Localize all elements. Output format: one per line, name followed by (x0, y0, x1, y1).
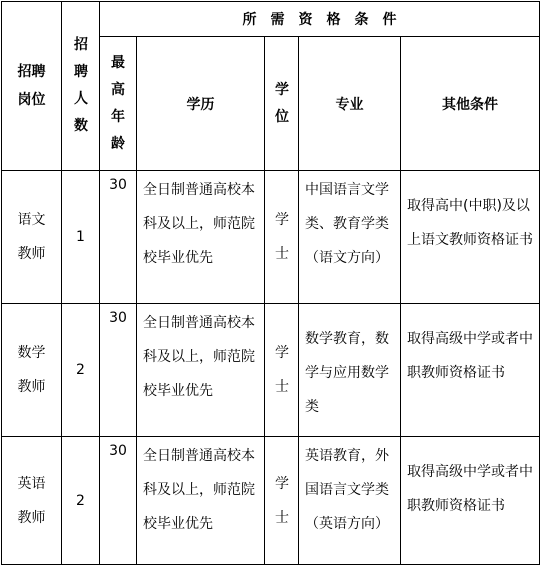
cell-degree: 学士 (265, 171, 299, 304)
cell-degree: 学士 (265, 304, 299, 437)
cell-count: 1 (62, 171, 100, 304)
cell-age: 30 (100, 437, 137, 565)
cell-other: 取得高级中学或者中职教师资格证书 (401, 437, 540, 565)
recruitment-table (1, 1, 540, 565)
cell-education: 全日制普通高校本科及以上，师范院校毕业优先 (137, 304, 265, 437)
cell-major: 中国语言文学类、教育学类（语文方向） (299, 171, 401, 304)
header-major: 专业 (299, 37, 401, 171)
cell-age: 30 (100, 171, 137, 304)
cell-position: 英语教师 (2, 437, 62, 565)
cell-education: 全日制普通高校本科及以上，师范院校毕业优先 (137, 437, 265, 565)
header-qualifications: 所需资格条件 (100, 2, 540, 37)
cell-count: 2 (62, 437, 100, 565)
header-education: 学历 (137, 37, 265, 171)
table-row (2, 304, 540, 437)
cell-position: 数学教师 (2, 304, 62, 437)
header-position: 招聘岗位 (2, 2, 62, 171)
cell-major: 数学教育，数学与应用数学类 (299, 304, 401, 437)
cell-other: 取得高级中学或者中职教师资格证书 (401, 304, 540, 437)
header-age: 最高年龄 (100, 37, 137, 171)
cell-age: 30 (100, 304, 137, 437)
cell-major: 英语教育，外国语言文学类（英语方向） (299, 437, 401, 565)
cell-education: 全日制普通高校本科及以上，师范院校毕业优先 (137, 171, 265, 304)
header-other: 其他条件 (401, 37, 540, 171)
header-degree: 学位 (265, 37, 299, 171)
cell-position: 语文教师 (2, 171, 62, 304)
cell-other: 取得高中(中职)及以上语文教师资格证书 (401, 171, 540, 304)
table-row (2, 171, 540, 304)
table-row (2, 437, 540, 565)
cell-degree: 学士 (265, 437, 299, 565)
header-count: 招聘人数 (62, 2, 100, 171)
cell-count: 2 (62, 304, 100, 437)
